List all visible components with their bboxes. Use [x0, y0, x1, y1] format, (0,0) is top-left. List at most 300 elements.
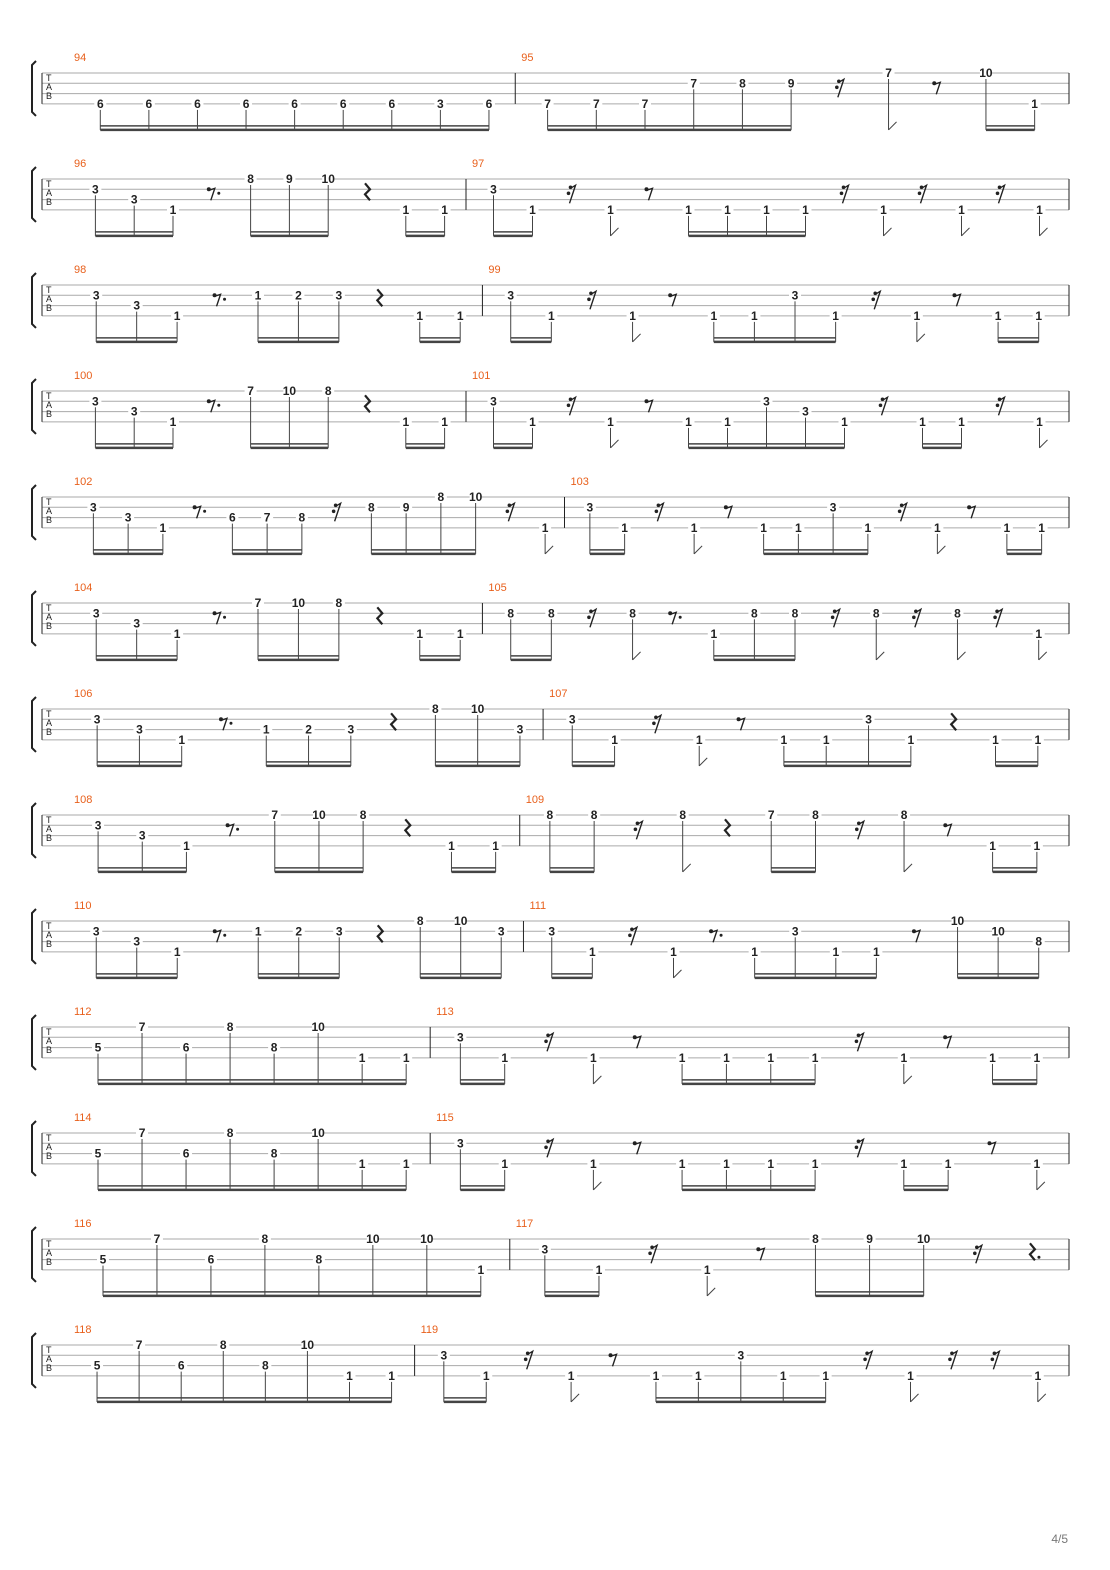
system-bracket: [32, 1015, 36, 1070]
sixteenth-rest: [951, 1351, 957, 1369]
note-flag: [904, 864, 912, 872]
fret-number: 3: [335, 288, 343, 303]
fret-number: 8: [812, 1232, 819, 1246]
tab-clef-letter: T: [46, 1133, 52, 1143]
fret-number: 3: [92, 924, 100, 939]
fret-number: 1: [621, 520, 628, 535]
fret-number: 8: [679, 808, 687, 822]
fret-number: 1: [751, 308, 758, 323]
eighth-rest: [228, 824, 234, 836]
eighth-rest: [611, 1354, 617, 1366]
measure-number: 114: [74, 1112, 92, 1124]
tab-clef-letter: T: [46, 497, 52, 507]
sixteenth-rest: [993, 1351, 999, 1369]
fret-number: 3: [93, 712, 101, 727]
fret-number: 6: [229, 510, 236, 525]
fret-number: 1: [1035, 626, 1043, 641]
fret-number: 8: [335, 596, 343, 610]
fret-number: 8: [546, 808, 554, 822]
tab-clef-letter: B: [46, 515, 53, 525]
note-flag: [957, 652, 965, 660]
sixteenth-rest: [843, 185, 849, 203]
fret-number: 1: [751, 944, 758, 959]
fret-number: 8: [247, 172, 254, 186]
fret-number: 1: [907, 732, 915, 747]
tab-clef-letter: B: [46, 1151, 53, 1161]
note-flag: [593, 1076, 601, 1084]
rest-dot: [679, 616, 682, 619]
fret-number: 10: [979, 66, 993, 80]
quarter-rest: [391, 713, 396, 730]
fret-number: 3: [92, 288, 100, 303]
fret-number: 8: [432, 702, 439, 716]
fret-number: 1: [629, 308, 636, 323]
fret-number: 8: [437, 490, 445, 504]
measure-number: 106: [74, 688, 93, 700]
fret-number: 6: [182, 1040, 190, 1055]
fret-number: 3: [133, 298, 141, 313]
fret-number: 3: [507, 288, 515, 303]
fret-number: 8: [261, 1232, 269, 1246]
fret-number: 1: [1033, 838, 1041, 853]
sixteenth-rest: [570, 185, 576, 203]
quarter-rest: [365, 183, 370, 200]
fret-number: 3: [490, 394, 497, 409]
eighth-rest: [739, 718, 745, 730]
fret-number: 1: [811, 1050, 819, 1065]
fret-number: 1: [501, 1050, 509, 1065]
fret-number: 1: [913, 308, 921, 323]
fret-number: 8: [739, 76, 746, 91]
fret-number: 1: [652, 1368, 660, 1383]
tab-clef-letter: A: [46, 400, 53, 410]
quarter-rest: [725, 819, 730, 836]
fret-number: 1: [944, 1156, 952, 1171]
note-flag: [917, 334, 925, 342]
fret-number: 8: [900, 808, 908, 822]
eighth-rest: [209, 400, 215, 412]
note-flag: [937, 546, 945, 554]
measure-number: 108: [74, 794, 93, 806]
eighth-rest: [215, 930, 221, 942]
fret-number: 3: [92, 182, 99, 197]
fret-number: 1: [1035, 308, 1043, 323]
quarter-rest: [365, 395, 370, 412]
fret-number: 3: [865, 712, 872, 727]
sixteenth-rest: [655, 715, 661, 733]
sixteenth-rest-head: [863, 1358, 867, 1362]
sixteenth-rest-head: [991, 1358, 995, 1362]
eighth-rest: [945, 824, 951, 836]
tab-clef-letter: B: [46, 833, 53, 843]
eighth-rest: [215, 294, 221, 306]
tab-clef-letter: A: [46, 1354, 53, 1364]
fret-number: 1: [529, 202, 536, 217]
eighth-rest: [989, 1142, 995, 1154]
fret-number: 1: [388, 1368, 395, 1383]
eighth-rest: [969, 506, 975, 518]
fret-number: 1: [456, 626, 464, 641]
system-bracket: [32, 167, 36, 222]
quarter-rest: [1030, 1243, 1035, 1260]
tab-clef-letter: B: [46, 621, 53, 631]
fret-number: 3: [94, 818, 102, 833]
tab-clef-letter: B: [46, 197, 53, 207]
fret-number: 1: [723, 1050, 730, 1065]
fret-number: 3: [490, 182, 497, 197]
sixteenth-rest-head: [871, 298, 875, 302]
note-flag: [884, 228, 892, 236]
note-flag: [571, 1394, 579, 1402]
fret-number: 3: [437, 96, 444, 111]
tab-clef-letter: T: [46, 709, 52, 719]
fret-number: 9: [402, 500, 410, 515]
fret-number: 1: [690, 520, 698, 535]
fret-number: 3: [586, 500, 594, 515]
sixteenth-rest-head: [918, 192, 922, 196]
sixteenth-rest-head: [544, 1146, 548, 1150]
fret-number: 1: [864, 520, 872, 535]
fret-number: 1: [595, 1262, 603, 1277]
fret-number: 1: [779, 1368, 787, 1383]
tab-clef-letter: B: [46, 1257, 53, 1267]
tab-clef-letter: A: [46, 1248, 53, 1258]
fret-number: 10: [420, 1232, 434, 1246]
tab-clef-letter: A: [46, 612, 53, 622]
measure-number: 97: [472, 158, 485, 170]
fret-number: 3: [802, 404, 809, 419]
fret-number: 7: [135, 1338, 143, 1352]
fret-number: 6: [96, 96, 104, 111]
fret-number: 1: [685, 202, 692, 217]
fret-number: 1: [900, 1156, 908, 1171]
tab-clef-letter: A: [46, 1036, 53, 1046]
measure-number: 119: [420, 1324, 439, 1336]
sixteenth-rest: [527, 1351, 533, 1369]
sixteenth-rest: [866, 1351, 872, 1369]
fret-number: 3: [737, 1348, 745, 1363]
fret-number: 1: [763, 202, 770, 217]
sixteenth-rest: [882, 397, 888, 415]
sixteenth-rest-head: [648, 1252, 652, 1256]
fret-number: 7: [138, 1126, 146, 1140]
measure-number: 118: [74, 1324, 92, 1336]
sixteenth-rest-head: [855, 1146, 859, 1150]
system-bracket: [32, 273, 36, 328]
measure-number: 105: [488, 582, 507, 594]
fret-number: 7: [271, 808, 279, 822]
fret-number: 1: [822, 732, 830, 747]
fret-number: 1: [448, 838, 455, 853]
sixteenth-rest-head: [567, 404, 571, 408]
tab-clef-letter: A: [46, 930, 53, 940]
fret-number: 8: [226, 1126, 234, 1140]
fret-number: 1: [159, 520, 167, 535]
tab-clef-letter: T: [46, 1239, 52, 1249]
fret-number: 8: [547, 606, 555, 621]
fret-number: 8: [219, 1338, 227, 1352]
fret-number: 1: [590, 1050, 597, 1065]
fret-number: 1: [169, 202, 177, 217]
sixteenth-rest: [976, 1245, 982, 1263]
eighth-rest: [914, 930, 920, 942]
fret-number: 3: [541, 1242, 549, 1257]
measure-number: 99: [488, 264, 501, 276]
fret-number: 1: [1036, 414, 1043, 429]
measure-number: 115: [436, 1112, 454, 1124]
sixteenth-rest: [590, 609, 596, 627]
fret-number: 1: [178, 732, 186, 747]
fret-number: 3: [335, 924, 343, 939]
fret-number: 6: [291, 96, 298, 111]
eighth-rest: [635, 1036, 641, 1048]
sixteenth-rest-head: [831, 616, 835, 620]
fret-number: 5: [99, 1252, 107, 1267]
measure-number: 107: [549, 688, 568, 700]
fret-number: 1: [724, 414, 731, 429]
note-flag: [904, 1076, 912, 1084]
sixteenth-rest-head: [898, 510, 902, 514]
fret-number: 3: [92, 606, 100, 621]
fret-number: 7: [592, 96, 600, 111]
tab-clef-letter: B: [46, 91, 53, 101]
fret-number: 8: [298, 510, 306, 525]
fret-number: 8: [954, 606, 961, 621]
fret-number: 10: [321, 172, 335, 186]
tab-clef-letter: T: [46, 1027, 52, 1037]
fret-number: 9: [866, 1232, 873, 1246]
fret-number: 8: [791, 606, 799, 621]
fret-number: 8: [751, 606, 758, 621]
sixteenth-rest-head: [855, 828, 859, 832]
fret-number: 1: [183, 838, 190, 853]
rest-dot: [1037, 1256, 1040, 1259]
rest-dot: [223, 616, 226, 619]
fret-number: 1: [501, 1156, 509, 1171]
fret-number: 8: [226, 1020, 234, 1034]
tab-clef-letter: T: [46, 921, 52, 931]
fret-number: 7: [690, 76, 698, 91]
fret-number: 1: [678, 1050, 686, 1065]
rest-dot: [223, 298, 226, 301]
fret-number: 1: [724, 202, 731, 217]
rest-dot: [217, 404, 220, 407]
sixteenth-rest-head: [996, 192, 1000, 196]
system-bracket: [32, 61, 36, 116]
fret-number: 1: [254, 288, 262, 303]
page-number: 4/5: [1051, 1532, 1068, 1546]
fret-number: 1: [1034, 1368, 1042, 1383]
sixteenth-rest-head: [652, 722, 656, 726]
sixteenth-rest: [858, 821, 864, 839]
fret-number: 1: [670, 944, 677, 959]
fret-number: 8: [270, 1040, 278, 1055]
fret-number: 1: [477, 1262, 485, 1277]
fret-number: 3: [548, 924, 556, 939]
fret-number: 1: [441, 414, 448, 429]
fret-number: 1: [441, 202, 448, 217]
system-bracket: [32, 697, 36, 752]
sixteenth-rest-head: [835, 86, 839, 90]
note-flag: [611, 440, 619, 448]
fret-number: 1: [811, 1156, 819, 1171]
fret-number: 5: [94, 1040, 102, 1055]
fret-number: 10: [282, 384, 297, 398]
fret-number: 5: [93, 1358, 101, 1373]
fret-number: 1: [934, 520, 941, 535]
fret-number: 1: [832, 944, 840, 959]
fret-number: 7: [247, 384, 254, 398]
fret-number: 8: [812, 808, 819, 822]
measure-number: 103: [570, 476, 589, 488]
fret-number: 1: [1003, 520, 1011, 535]
tab-clef-letter: T: [46, 179, 52, 189]
rest-dot: [217, 192, 220, 195]
fret-number: 10: [991, 924, 1005, 939]
fret-number: 3: [133, 934, 141, 949]
fret-number: 1: [416, 626, 424, 641]
eighth-rest: [945, 1036, 951, 1048]
quarter-rest: [377, 607, 382, 624]
sixteenth-rest-head: [634, 828, 638, 832]
fret-number: 1: [880, 202, 887, 217]
sixteenth-rest-head: [544, 1040, 548, 1044]
fret-number: 1: [703, 1262, 711, 1277]
fret-number: 8: [261, 1358, 269, 1373]
note-flag: [633, 334, 641, 342]
measure-number: 112: [74, 1006, 92, 1018]
note-flag: [633, 652, 641, 660]
measure-number: 117: [515, 1218, 534, 1230]
fret-number: 1: [346, 1368, 353, 1383]
fret-number: 3: [829, 500, 837, 515]
sixteenth-rest-head: [628, 934, 632, 938]
measure-number: 102: [74, 476, 93, 488]
fret-number: 6: [194, 96, 201, 111]
tab-clef-letter: A: [46, 294, 53, 304]
note-flag: [683, 864, 691, 872]
fret-number: 6: [339, 96, 347, 111]
system-bracket: [32, 591, 36, 646]
note-flag: [1039, 652, 1047, 660]
fret-number: 1: [1036, 202, 1043, 217]
fret-number: 10: [311, 1126, 325, 1140]
fret-number: 1: [529, 414, 536, 429]
fret-number: 1: [492, 838, 499, 853]
tab-clef-letter: T: [46, 391, 52, 401]
fret-number: 1: [173, 308, 181, 323]
fret-number: 3: [497, 924, 505, 939]
fret-number: 3: [130, 404, 138, 419]
fret-number: 1: [416, 308, 424, 323]
fret-number: 10: [468, 490, 483, 504]
fret-number: 1: [822, 1368, 830, 1383]
system-bracket: [32, 803, 36, 858]
fret-number: 6: [242, 96, 250, 111]
tab-clef-letter: T: [46, 603, 52, 613]
note-flag: [1040, 440, 1048, 448]
fret-number: 3: [763, 394, 770, 409]
measure-number: 100: [74, 370, 93, 382]
measure-number: 98: [74, 264, 87, 276]
eighth-rest: [647, 188, 653, 200]
fret-number: 6: [182, 1146, 190, 1161]
fret-number: 1: [402, 1050, 410, 1065]
note-flag: [707, 1288, 715, 1296]
fret-number: 1: [254, 924, 262, 939]
fret-number: 1: [402, 414, 410, 429]
fret-number: 7: [641, 96, 649, 111]
fret-number: 3: [92, 394, 99, 409]
eighth-rest: [934, 82, 940, 94]
fret-number: 6: [485, 96, 493, 111]
sixteenth-rest-head: [524, 1358, 528, 1362]
sixteenth-rest: [996, 609, 1002, 627]
eighth-rest: [195, 506, 201, 518]
fret-number: 3: [568, 712, 576, 727]
fret-number: 8: [324, 384, 332, 398]
note-flag: [876, 652, 884, 660]
fret-number: 5: [94, 1146, 102, 1161]
fret-number: 10: [470, 702, 485, 716]
fret-number: 3: [457, 1136, 464, 1151]
sixteenth-rest: [857, 1033, 863, 1051]
fret-number: 8: [270, 1146, 278, 1161]
sixteenth-rest-head: [567, 192, 571, 196]
sixteenth-rest: [631, 927, 637, 945]
sixteenth-rest: [901, 503, 907, 521]
fret-number: 1: [832, 308, 839, 323]
tab-clef-letter: A: [46, 718, 53, 728]
note-flag: [1038, 1394, 1046, 1402]
note-flag: [673, 970, 681, 978]
tab-clef-letter: A: [46, 1142, 53, 1152]
sixteenth-rest: [838, 79, 844, 97]
sixteenth-rest-head: [996, 404, 1000, 408]
fret-number: 3: [133, 616, 141, 631]
sixteenth-rest: [999, 397, 1005, 415]
fret-number: 10: [312, 808, 326, 822]
fret-number: 8: [368, 500, 375, 515]
fret-number: 1: [456, 308, 464, 323]
sixteenth-rest-head: [332, 510, 336, 514]
fret-number: 1: [958, 414, 965, 429]
sixteenth-rest: [915, 609, 921, 627]
fret-number: 1: [1034, 732, 1042, 747]
fret-number: 3: [130, 192, 138, 207]
rest-dot: [236, 828, 239, 831]
fret-number: 10: [366, 1232, 380, 1246]
fret-number: 1: [994, 308, 1002, 323]
tab-clef-letter: A: [46, 824, 53, 834]
sixteenth-rest: [874, 291, 880, 309]
fret-number: 1: [169, 414, 177, 429]
fret-number: 1: [607, 414, 614, 429]
sixteenth-rest-head: [973, 1252, 977, 1256]
eighth-rest: [670, 612, 676, 624]
measure-number: 104: [74, 582, 93, 594]
system-bracket: [32, 909, 36, 964]
sixteenth-rest: [834, 609, 840, 627]
fret-number: 1: [567, 1368, 575, 1383]
fret-number: 1: [607, 202, 614, 217]
fret-number: 10: [291, 596, 306, 610]
note-flag: [911, 1394, 919, 1402]
fret-number: 1: [989, 1050, 996, 1065]
sixteenth-rest: [547, 1033, 553, 1051]
measure-number: 111: [529, 900, 547, 912]
system-bracket: [32, 379, 36, 434]
